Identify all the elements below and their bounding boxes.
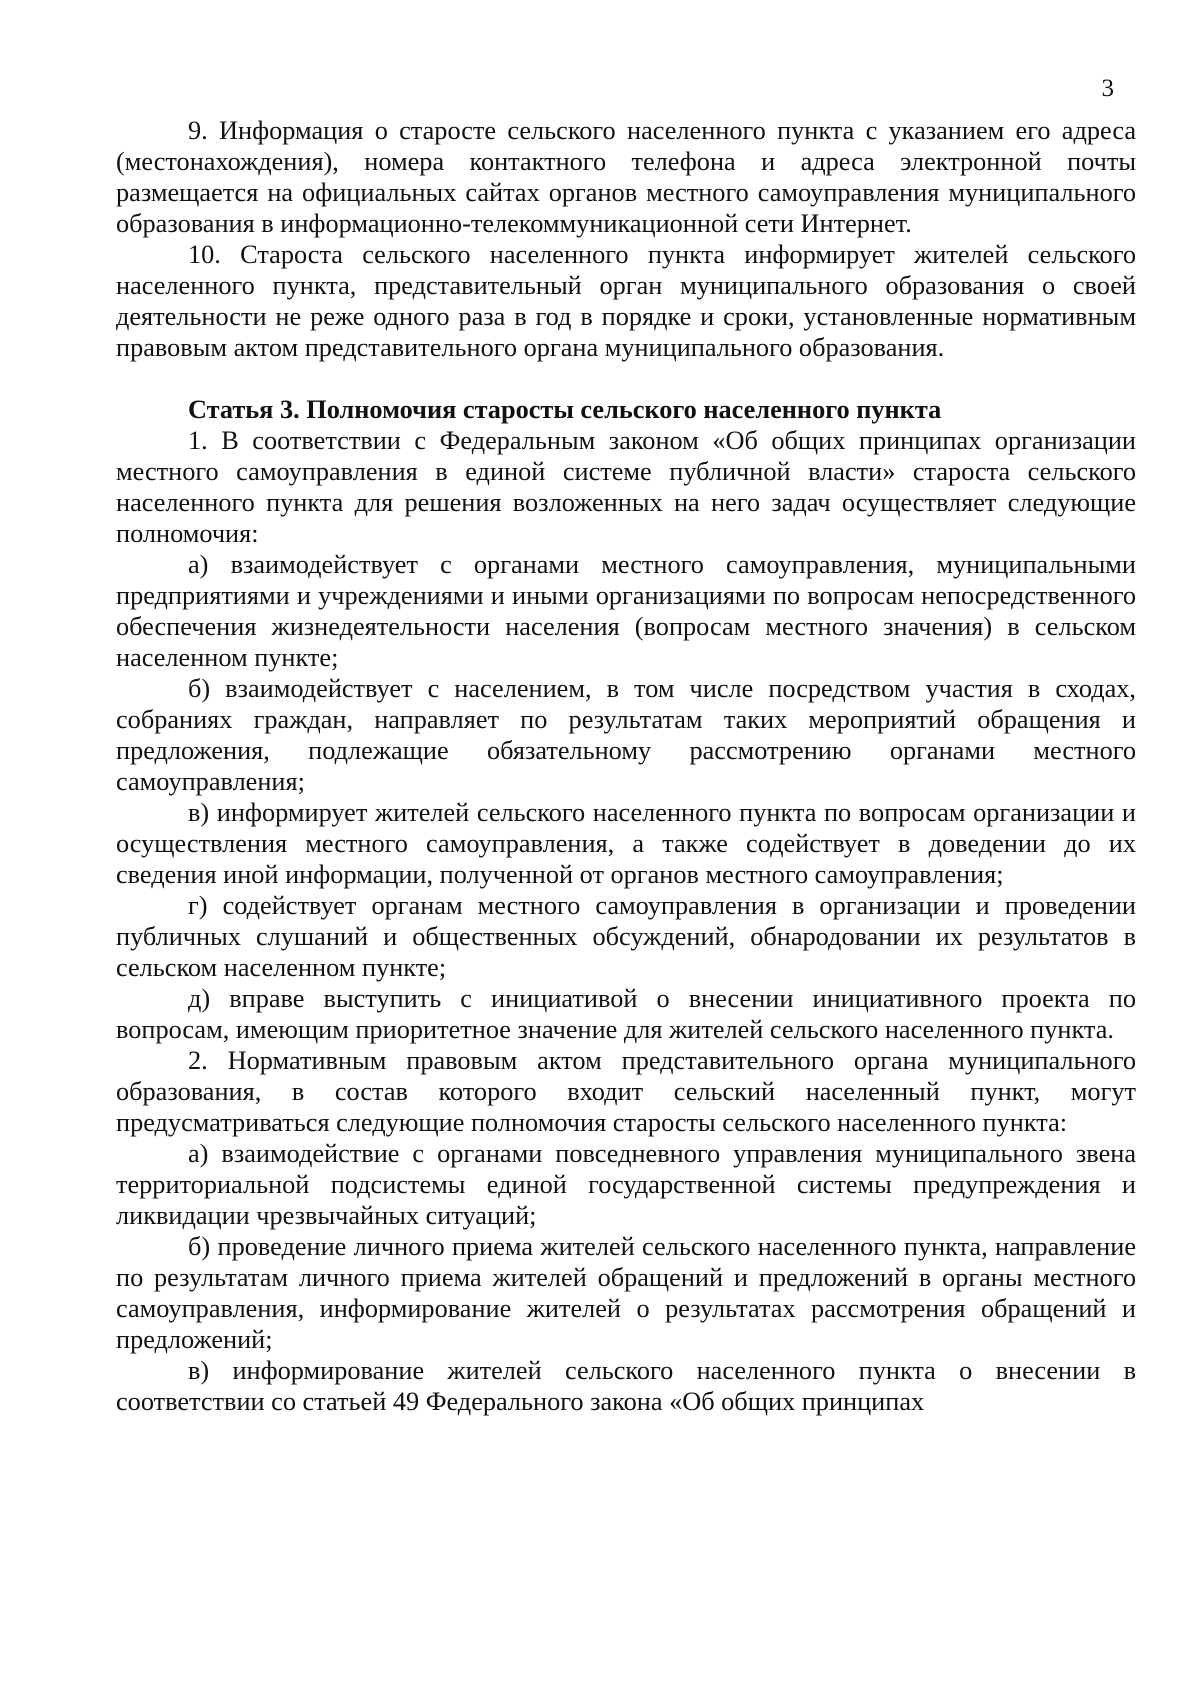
article-3-heading: Статья 3. Полномочия старосты сельского населенного пункта — [188, 395, 942, 424]
article-3-item-1: 1. В соответствии с Федеральным законом «Об общих принципах организации местного самоуправления в единой системе публичной власти» староста сельского населенного пункта для решения возложенных на него задач осуществляет следующие полномочия: — [116, 426, 1136, 548]
article-3-item-1-b: б) взаимодействует с населением, в том числе посредством участия в сходах, собраниях граждан, направляет по результатам таких мероприятий обращения и предложения, подлежащие обязательному рассмотрению органами местного самоуправления; — [116, 674, 1136, 796]
article-3-item-2: 2. Нормативным правовым актом представительного органа муниципального образования, в состав которого входит сельский населенный пункт, могут предусматриваться следующие полномочия старосты сельского населенного пункта: — [116, 1046, 1136, 1137]
paragraph-10: 10. Староста сельского населенного пункта информирует жителей сельского населенного пункта, представительный орган муниципального образования о своей деятельности не реже одного раза в год в порядке и сроки, установленные нормативным правовым актом представительного органа муниципального образования. — [116, 240, 1136, 362]
article-3-item-2-v: в) информирование жителей сельского населенного пункта о внесении в соответствии со статьей 49 Федерального закона «Об общих принципах — [116, 1356, 1136, 1416]
article-3-item-2-b: б) проведение личного приема жителей сельского населенного пункта, направление по результатам личного приема жителей обращений и предложений в органы местного самоуправления, информирование жителей о результатах рассмотрения обращений и предложений; — [116, 1232, 1136, 1354]
article-3-item-1-v: в) информирует жителей сельского населенного пункта по вопросам организации и осуществления местного самоуправления, а также содействует в доведении до их сведения иной информации, полученной от органов местного самоуправления; — [116, 798, 1136, 889]
article-3-item-2-a: а) взаимодействие с органами повседневного управления муниципального звена территориальной подсистемы единой государственной системы предупреждения и ликвидации чрезвычайных ситуаций; — [116, 1139, 1136, 1230]
document-body — [116, 115, 1136, 1417]
article-3-item-1-d: д) вправе выступить с инициативой о внесении инициативного проекта по вопросам, имеющим приоритетное значение для жителей сельского населенного пункта. — [116, 984, 1136, 1044]
article-3-item-1-g: г) содействует органам местного самоуправления в организации и проведении публичных слушаний и общественных обсуждений, обнародовании их результатов в сельском населенном пункте; — [116, 891, 1136, 982]
article-3-item-1-a: а) взаимодействует с органами местного самоуправления, муниципальными предприятиями и учреждениями и иными организациями по вопросам непосредственного обеспечения жизнедеятельности населения (вопросам местного значения) в сельском населенном пункте; — [116, 550, 1136, 672]
page-number: 3 — [1101, 75, 1114, 102]
paragraph-9: 9. Информация о старосте сельского населенного пункта с указанием его адреса (местонахождения), номера контактного телефона и адреса электронной почты размещается на официальных сайтах органов местного самоуправления муниципального образования в информационно-телекоммуникационной сети Интернет. — [116, 116, 1136, 238]
